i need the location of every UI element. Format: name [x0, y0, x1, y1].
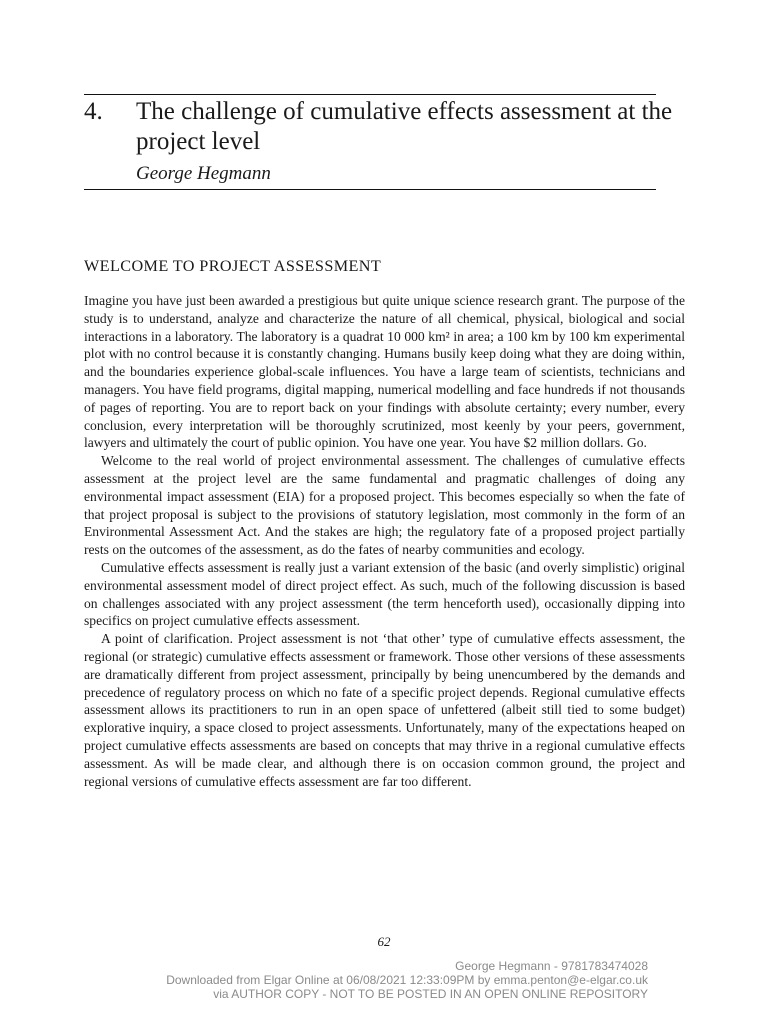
- title-bottom-rule: [84, 189, 656, 190]
- section-heading: WELCOME TO PROJECT ASSESSMENT: [84, 257, 382, 275]
- chapter-title: The challenge of cumulative effects assessment at the project level: [136, 98, 673, 155]
- footer-citation: George Hegmann - 9781783474028: [455, 959, 648, 973]
- title-top-rule: [84, 94, 656, 95]
- paragraph: Imagine you have just been awarded a prestigious but quite unique science research grant. The purpose of the study is to understand, analyze and characterize the nature of all chemical, physical, biological and social interactions in a laboratory. The laboratory is a quadrat 10 000 km² in area; a 100 km by 100 km experimental plot with no control because it is constantly changing. Humans busily keep doing what they are doing within, and the boundaries experience global-scale influences. You have a large team of scientists, technicians and managers. You have field programs, digital mapping, numerical modelling and face hundreds if not thousands of pages of reporting. You are to report back on your findings with absolute certainty; every number, every conclusion, every interpretation will be thoroughly scrutinized, most keenly by your peers, government, lawyers and ultimately the court of public opinion. You have one year. You have $2 million dollars. Go.: [84, 293, 685, 451]
- paragraph: Cumulative effects assessment is really just a variant extension of the basic (and overly simplistic) original environmental assessment model of direct project effect. As such, much of the following discussion is based on challenges associated with any project assessment (the term henceforth used), occasionally dipping into specifics on project cumulative effects assessment.: [84, 559, 685, 629]
- download-footer: [166, 959, 648, 1001]
- page-number: 62: [377, 934, 391, 949]
- chapter-author: George Hegmann: [136, 163, 271, 184]
- chapter-number: 4.: [84, 98, 103, 125]
- body-text: [84, 292, 685, 790]
- paragraph: A point of clarification. Project assessment is not ‘that other’ type of cumulative effects assessment, the regional (or strategic) cumulative effects assessment or framework. Those other versions of these assessments are dramatically different from project assessment, principally by being unencumbered by the demands and precedence of regulatory process on which no fate of a specific project depends. Regional cumulative effects assessment allows its practitioners to run in an open space of unfettered (albeit still tied to some budget) explorative inquiry, a space closed to project assessments. Unfortunately, many of the expectations heaped on project cumulative effects assessments are based on concepts that may thrive in a regional cumulative effects assessment. As will be made clear, and although there is on occasion common ground, the project and regional versions of cumulative effects assessment are far too different.: [84, 631, 685, 789]
- footer-download-notice: Downloaded from Elgar Online at 06/08/2021 12:33:09PM by emma.penton@e-elgar.co.uk: [166, 973, 648, 987]
- paragraph: Welcome to the real world of project environmental assessment. The challenges of cumulative effects assessment at the project level are the same fundamental and pragmatic challenges of doing any environmental impact assessment (EIA) for a proposed project. This becomes especially so when the fate of that project proposal is subject to the provisions of statutory legislation, most commonly in the form of an Environmental Assessment Act. And the stakes are high; the regulatory fate of a proposed project partially rests on the outcomes of the assessment, as do the fates of nearby communities and ecology.: [84, 453, 685, 558]
- footer-repository-notice: via AUTHOR COPY - NOT TO BE POSTED IN AN OPEN ONLINE REPOSITORY: [213, 987, 648, 1001]
